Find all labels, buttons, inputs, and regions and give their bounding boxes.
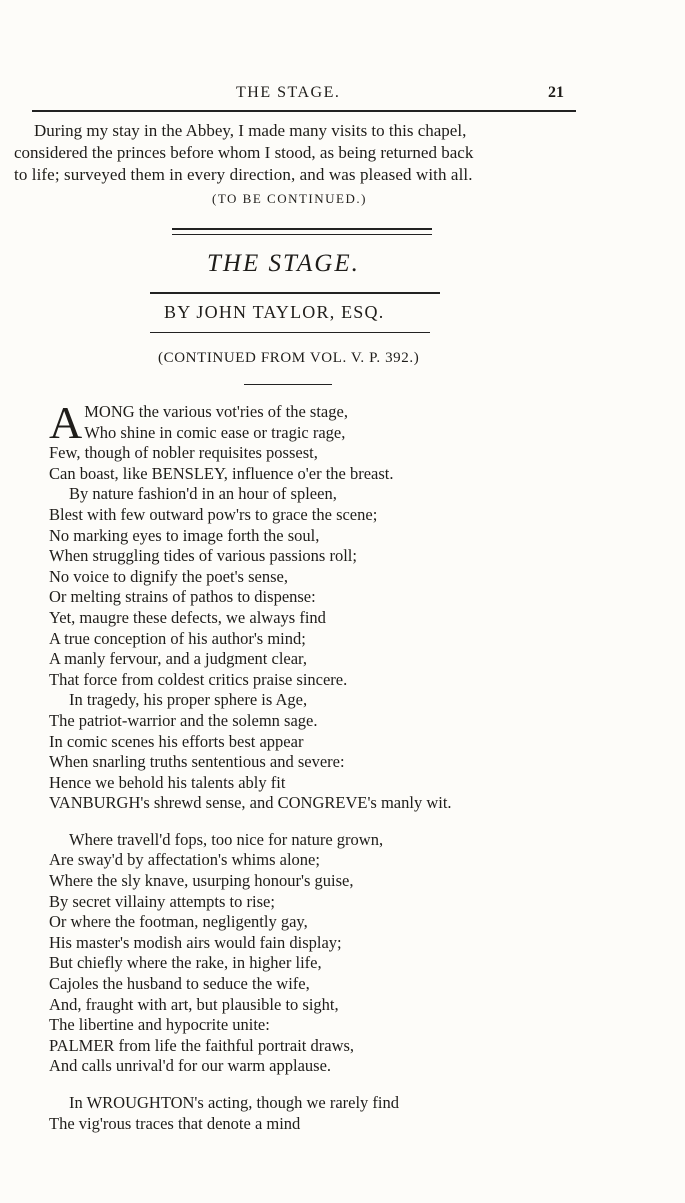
poem-line: VANBURGH's shrewd sense, and CONGREVE's manly wit. [49, 793, 452, 813]
poem-line: Where travell'd fops, too nice for nature grown, [69, 829, 384, 849]
poem-line: Cajoles the husband to seduce the wife, [49, 974, 310, 994]
prose-line: considered the princes before whom I stood, as being returned back [14, 143, 474, 162]
poem-title: THE STAGE. [207, 250, 360, 277]
poem-line: The libertine and hypocrite unite: [49, 1015, 270, 1035]
poem-line: Or melting strains of pathos to dispense: [49, 587, 316, 607]
byline-rule-bottom [150, 332, 430, 333]
running-title: THE STAGE. [236, 84, 341, 101]
poem-stanza [49, 443, 569, 814]
prose-line: During my stay in the Abbey, I made many visits to this chapel, [34, 121, 467, 140]
section-divider-rule [172, 234, 432, 235]
stanza-gap [49, 814, 569, 830]
poem-line: Who shine in comic ease or tragic rage, [84, 422, 346, 442]
poem-line: Yet, maugre these defects, we always find [49, 607, 326, 627]
byline-rule-top [150, 292, 440, 294]
header-rule [32, 110, 576, 112]
poem-line: But chiefly where the rake, in higher life, [49, 953, 322, 973]
poem-line: The patriot-warrior and the solemn sage. [49, 710, 318, 730]
poem-line: Hence we behold his talents ably fit [49, 772, 286, 792]
poem-line: No voice to dignify the poet's sense, [49, 566, 288, 586]
drop-cap: A [49, 397, 83, 448]
poem-line: A manly fervour, and a judgment clear, [49, 649, 308, 669]
poem-line: And, fraught with art, but plausible to sight, [49, 994, 339, 1014]
poem-opening [49, 397, 569, 448]
poem-stanza [49, 1093, 569, 1134]
poem-line: Or where the footman, negligently gay, [49, 912, 308, 932]
running-head [0, 84, 685, 108]
poem-line: That force from coldest critics praise sincere. [49, 669, 348, 689]
poem-line: His master's modish airs would fain display; [49, 932, 342, 952]
prose-paragraph [14, 120, 574, 186]
poem-line: And calls unrival'd for our warm applause. [49, 1056, 332, 1076]
poem-line: By nature fashion'd in an hour of spleen, [69, 484, 337, 504]
poem-line: In tragedy, his proper sphere is Age, [69, 690, 308, 710]
poem-line: In WROUGHTON's acting, though we rarely find [69, 1093, 400, 1112]
poem-body [49, 397, 569, 1134]
poem-line: Blest with few outward pow'rs to grace the scene; [49, 504, 378, 524]
poem-line: MONG the various vot'ries of the stage, [84, 402, 348, 421]
poem-line: Few, though of nobler requisites possest, [49, 443, 318, 463]
page-number: 21 [548, 84, 564, 101]
poem-stanza [49, 830, 569, 1077]
poem-line: In comic scenes his efforts best appear [49, 731, 304, 751]
poem-line: When snarling truths sententious and severe: [49, 752, 345, 772]
prose-line: to life; surveyed them in every direction, and was pleased with all. [14, 165, 473, 184]
to-be-continued-note: (TO BE CONTINUED.) [212, 191, 367, 206]
poem-line: The vig'rous traces that denote a mind [49, 1113, 301, 1133]
section-divider-rule [172, 228, 432, 230]
poem-line: No marking eyes to image forth the soul, [49, 525, 320, 545]
poem-line: By secret villainy attempts to rise; [49, 891, 275, 911]
poem-byline: BY JOHN TAYLOR, ESQ. [164, 302, 385, 322]
poem-line: A true conception of his author's mind; [49, 628, 306, 648]
source-note: (CONTINUED FROM VOL. V. P. 392.) [158, 350, 420, 366]
short-divider-rule [244, 384, 332, 385]
poem-line: Can boast, like BENSLEY, influence o'er the breast. [49, 463, 394, 483]
poem-line: Are sway'd by affectation's whims alone; [49, 850, 320, 870]
poem-line: Where the sly knave, usurping honour's guise, [49, 871, 354, 891]
stanza-gap [49, 1077, 569, 1093]
poem-line: PALMER from life the faithful portrait draws, [49, 1035, 355, 1055]
poem-line: When struggling tides of various passions roll; [49, 546, 357, 566]
